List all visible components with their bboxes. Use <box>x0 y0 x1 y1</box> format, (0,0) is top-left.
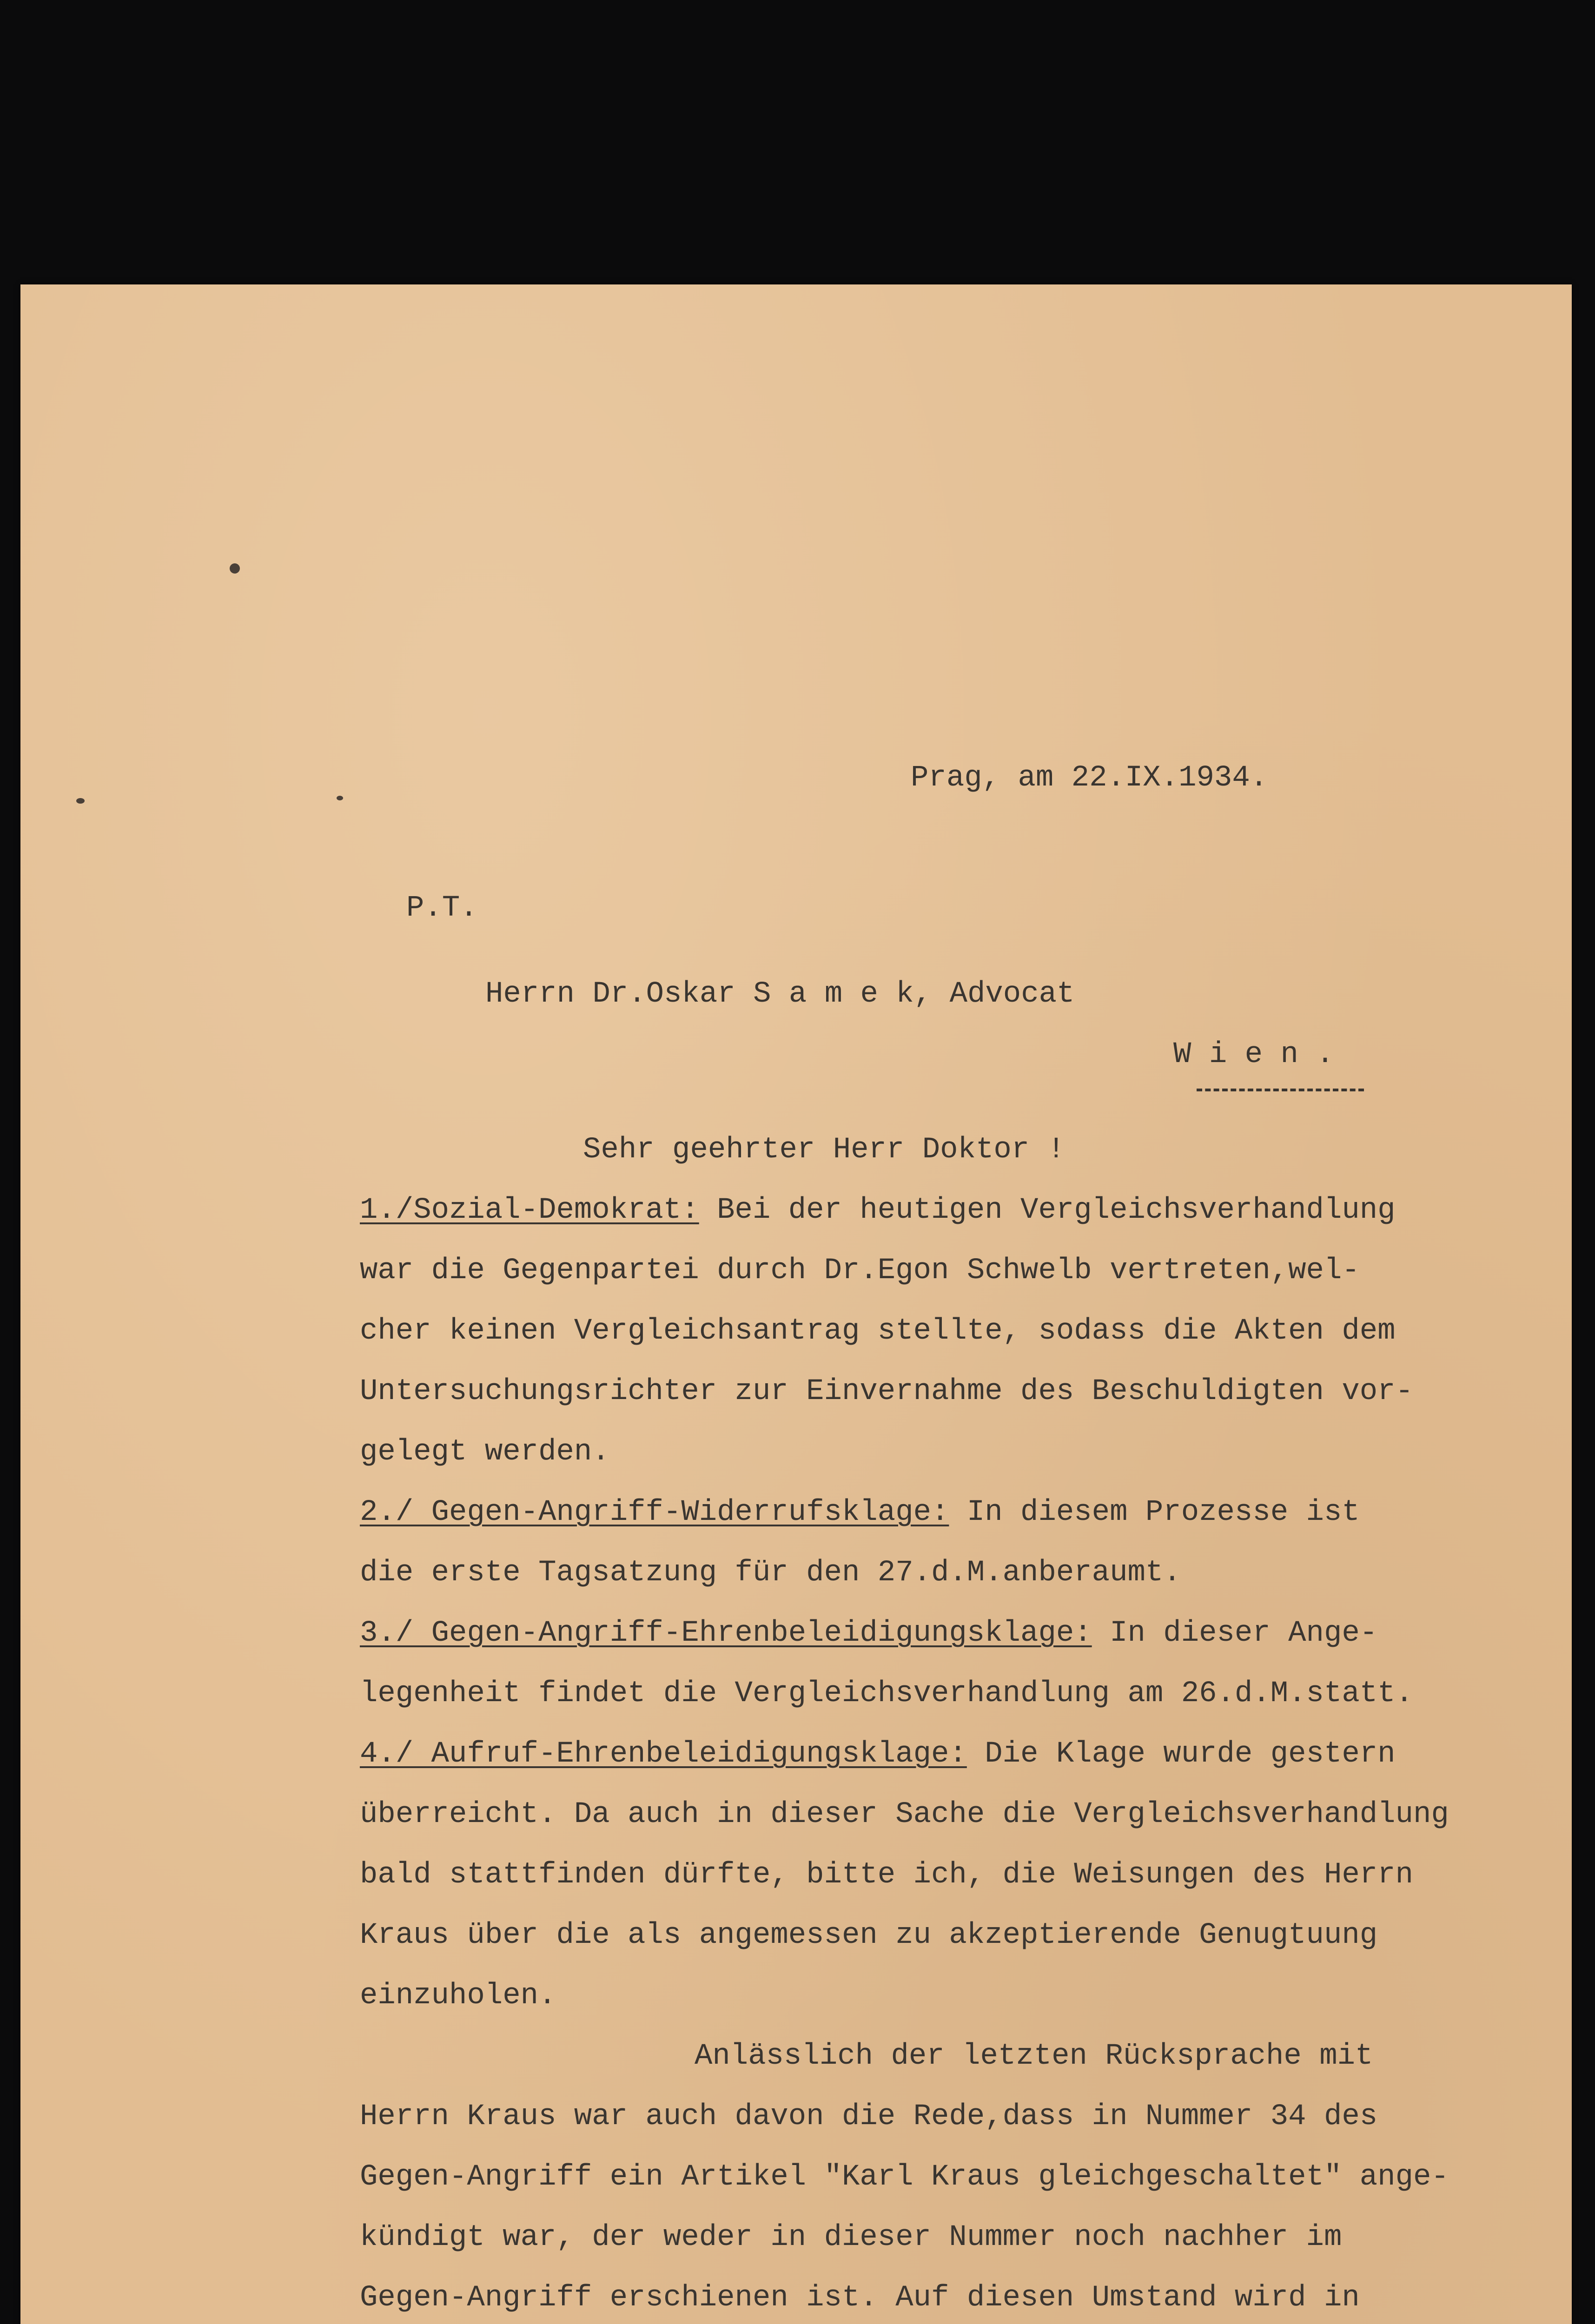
item-1-label: 1./Sozial-Demokrat: <box>360 1194 699 1227</box>
item-1-line-4: Untersuchungsrichter zur Einvernahme des Beschuldigten vor- <box>360 1375 1413 1408</box>
item-4-line-4: Kraus über die als angemessen zu akzeptierende Genugtuung <box>360 1919 1378 1952</box>
paper-speck <box>76 798 85 804</box>
recipient-city: W i e n . <box>1173 1038 1334 1071</box>
item-2-first-line <box>360 1498 1360 1527</box>
item-1-line-3: cher keinen Vergleichsantrag stellte, sodass die Akten dem <box>360 1314 1396 1348</box>
city-underline <box>1197 1089 1364 1091</box>
item-2-label: 2./ Gegen-Angriff-Widerrufsklage: <box>360 1496 949 1529</box>
item-1-first-line <box>360 1195 1396 1225</box>
item-2-line-1: In diesem Prozesse ist <box>949 1496 1360 1529</box>
item-4-line-5: einzuholen. <box>360 1979 556 2013</box>
item-3-label: 3./ Gegen-Angriff-Ehrenbeleidigungsklage: <box>360 1617 1092 1650</box>
item-1-line-1: Bei der heutigen Vergleichsverhandlung <box>699 1194 1396 1227</box>
item-4-first-line <box>360 1739 1396 1769</box>
letter-date: Prag, am 22.IX.1934. <box>911 761 1268 795</box>
item-1-line-5: gelegt werden. <box>360 1435 610 1469</box>
item-2-line-2: die erste Tagsatzung für den 27.d.M.anberaumt. <box>360 1556 1181 1590</box>
item-3-line-2: legenheit findet die Vergleichsverhandlung am 26.d.M.statt. <box>360 1677 1413 1710</box>
item-4-line-3: bald stattfinden dürfte, bitte ich, die Weisungen des Herrn <box>360 1858 1413 1892</box>
paragraph-line-4: kündigt war, der weder in dieser Nummer noch nachher im <box>360 2221 1342 2254</box>
paragraph-line-3: Gegen-Angriff ein Artikel "Karl Kraus gleichgeschaltet" ange- <box>360 2160 1449 2194</box>
paragraph-line-5: Gegen-Angriff erschienen ist. Auf diesen Umstand wird in <box>360 2281 1360 2315</box>
paper-speck <box>230 563 240 574</box>
item-4-line-1: Die Klage wurde gestern <box>966 1737 1396 1771</box>
salutation-prefix: P.T. <box>406 891 478 925</box>
item-3-line-1: In dieser Ange- <box>1092 1617 1378 1650</box>
item-4-label: 4./ Aufruf-Ehrenbeleidigungsklage: <box>360 1737 967 1771</box>
item-4-line-2: überreicht. Da auch in dieser Sache die Vergleichsverhandlung <box>360 1798 1449 1831</box>
paper-speck <box>337 796 343 800</box>
paragraph-line-2: Herrn Kraus war auch davon die Rede,dass in Nummer 34 des <box>360 2100 1378 2133</box>
recipient-line: Herrn Dr.Oskar S a m e k, Advocat <box>485 977 1075 1011</box>
greeting: Sehr geehrter Herr Doktor ! <box>583 1133 1065 1167</box>
paragraph-line-1: Anlässlich der letzten Rücksprache mit <box>695 2040 1373 2073</box>
letter-page <box>20 284 1572 2324</box>
item-3-first-line <box>360 1618 1377 1648</box>
item-1-line-2: war die Gegenpartei durch Dr.Egon Schwelb vertreten,wel- <box>360 1254 1360 1287</box>
